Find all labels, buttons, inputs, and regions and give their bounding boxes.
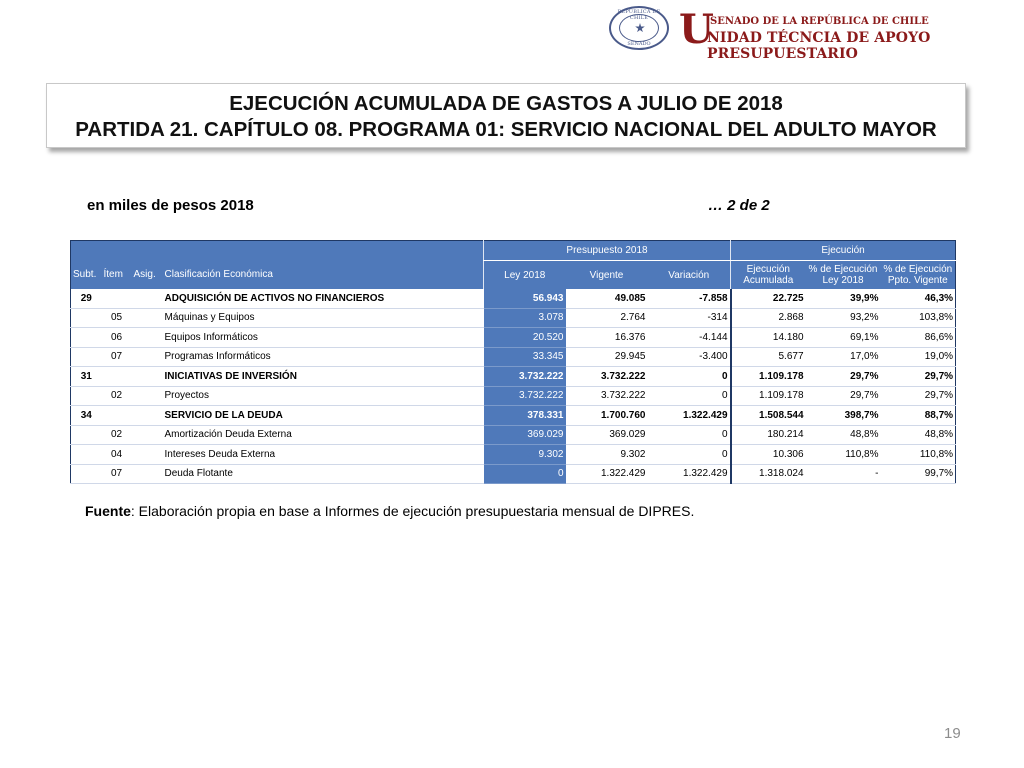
cell-vigente: 3.732.222 xyxy=(566,367,648,387)
cell-ley: 20.520 xyxy=(484,328,566,348)
table-row xyxy=(71,289,956,308)
cell-ley: 9.302 xyxy=(484,445,566,465)
cell-item: 04 xyxy=(102,445,132,465)
cell-clasificacion: Proyectos xyxy=(163,386,484,406)
col-header-ejecucion-acumulada xyxy=(731,261,806,290)
cell-pct-vigente: 110,8% xyxy=(881,445,956,465)
page-indicator: … 2 de 2 xyxy=(708,197,770,214)
cell-ejecucion: 1.109.178 xyxy=(731,367,806,387)
cell-clasificacion: Equipos Informáticos xyxy=(163,328,484,348)
cell-vigente: 29.945 xyxy=(566,347,648,367)
cell-asig xyxy=(132,406,163,426)
cell-clasificacion: Máquinas y Equipos xyxy=(163,308,484,328)
cell-variacion: 0 xyxy=(648,367,731,387)
cell-clasificacion: Deuda Flotante xyxy=(163,464,484,484)
cell-item: 07 xyxy=(102,347,132,367)
cell-ley: 369.029 xyxy=(484,425,566,445)
cell-ley: 3.732.222 xyxy=(484,386,566,406)
slide-title: EJECUCIÓN ACUMULADA DE GASTOS A JULIO DE 2018 xyxy=(229,92,783,115)
brand-title: NIDAD TÉCNCIA DE APOYO PRESUPUESTARIO xyxy=(707,30,931,62)
cell-ley: 3.732.222 xyxy=(484,367,566,387)
header-blank xyxy=(102,241,132,261)
col-header-asig: Asig. xyxy=(132,261,163,290)
col-header-pct-ley xyxy=(806,261,881,290)
cell-vigente: 16.376 xyxy=(566,328,648,348)
cell-ejecucion: 22.725 xyxy=(731,289,806,308)
cell-pct-ley: 48,8% xyxy=(806,425,881,445)
cell-clasificacion: SERVICIO DE LA DEUDA xyxy=(163,406,484,426)
col-header-vigente: Vigente xyxy=(566,261,648,290)
cell-ejecucion: 2.868 xyxy=(731,308,806,328)
cell-subt xyxy=(71,328,102,348)
cell-variacion: -4.144 xyxy=(648,328,731,348)
cell-pct-ley: 110,8% xyxy=(806,445,881,465)
table-row xyxy=(71,386,956,406)
cell-item xyxy=(102,367,132,387)
senate-seal-logo xyxy=(609,6,669,50)
cell-pct-ley: 93,2% xyxy=(806,308,881,328)
cell-subt xyxy=(71,425,102,445)
cell-pct-ley: 69,1% xyxy=(806,328,881,348)
col-header-item: Ítem xyxy=(102,261,132,290)
col-header-ejecucion-line1: Ejecución xyxy=(746,264,790,275)
cell-variacion: 1.322.429 xyxy=(648,464,731,484)
cell-ejecucion: 1.109.178 xyxy=(731,386,806,406)
cell-item xyxy=(102,289,132,308)
cell-pct-ley: 398,7% xyxy=(806,406,881,426)
cell-pct-ley: 39,9% xyxy=(806,289,881,308)
cell-subt xyxy=(71,308,102,328)
cell-ejecucion: 180.214 xyxy=(731,425,806,445)
source-text: : Elaboración propia en base a Informes de ejecución presupuestaria mensual de DIPRES. xyxy=(130,503,695,519)
cell-ejecucion: 14.180 xyxy=(731,328,806,348)
cell-asig xyxy=(132,367,163,387)
table-row xyxy=(71,425,956,445)
slide-title-box xyxy=(46,83,966,148)
col-header-pct-vigente xyxy=(881,261,956,290)
cell-pct-vigente: 99,7% xyxy=(881,464,956,484)
seal-top-text: REPÚBLICA DE CHILE xyxy=(617,9,661,21)
cell-vigente: 2.764 xyxy=(566,308,648,328)
cell-pct-vigente: 88,7% xyxy=(881,406,956,426)
col-header-variacion: Variación xyxy=(648,261,731,290)
cell-vigente: 1.700.760 xyxy=(566,406,648,426)
cell-variacion: 1.322.429 xyxy=(648,406,731,426)
cell-subt xyxy=(71,386,102,406)
cell-asig xyxy=(132,425,163,445)
header-blank xyxy=(71,241,102,261)
table-row xyxy=(71,308,956,328)
cell-subt: 29 xyxy=(71,289,102,308)
cell-ley: 378.331 xyxy=(484,406,566,426)
table-row xyxy=(71,367,956,387)
source-note xyxy=(85,503,694,519)
cell-variacion: -3.400 xyxy=(648,347,731,367)
cell-asig xyxy=(132,464,163,484)
units-label: en miles de pesos 2018 xyxy=(87,197,254,214)
col-header-ejecucion-line2: Acumulada xyxy=(743,275,794,286)
cell-variacion: -314 xyxy=(648,308,731,328)
col-header-ley: Ley 2018 xyxy=(484,261,566,290)
cell-asig xyxy=(132,445,163,465)
table-row xyxy=(71,347,956,367)
slide-subtitle: PARTIDA 21. CAPÍTULO 08. PROGRAMA 01: SERVICIO NACIONAL DEL ADULTO MAYOR xyxy=(75,118,937,141)
col-header-pct-ley-line2: Ley 2018 xyxy=(822,275,864,286)
cell-ley: 0 xyxy=(484,464,566,484)
cell-variacion: 0 xyxy=(648,386,731,406)
brand-initial: U xyxy=(679,6,714,53)
col-header-pct-vigente-line2: Ppto. Vigente xyxy=(887,275,948,286)
cell-ley: 56.943 xyxy=(484,289,566,308)
cell-subt xyxy=(71,445,102,465)
brand-subtitle: SENADO DE LA REPÚBLICA DE CHILE xyxy=(710,16,929,27)
cell-ejecucion: 10.306 xyxy=(731,445,806,465)
cell-asig xyxy=(132,308,163,328)
col-header-subt: Subt. xyxy=(71,261,102,290)
cell-clasificacion: INICIATIVAS DE INVERSIÓN xyxy=(163,367,484,387)
cell-pct-vigente: 103,8% xyxy=(881,308,956,328)
cell-subt xyxy=(71,464,102,484)
cell-item: 02 xyxy=(102,386,132,406)
cell-clasificacion: Programas Informáticos xyxy=(163,347,484,367)
seal-star-icon xyxy=(619,14,659,42)
presupuesto-group-header: Presupuesto 2018 xyxy=(484,241,731,261)
table-row xyxy=(71,406,956,426)
cell-ley: 33.345 xyxy=(484,347,566,367)
table-row xyxy=(71,445,956,465)
cell-vigente: 369.029 xyxy=(566,425,648,445)
cell-vigente: 1.322.429 xyxy=(566,464,648,484)
cell-pct-vigente: 19,0% xyxy=(881,347,956,367)
cell-item: 02 xyxy=(102,425,132,445)
cell-ejecucion: 5.677 xyxy=(731,347,806,367)
table-row xyxy=(71,328,956,348)
cell-vigente: 49.085 xyxy=(566,289,648,308)
ejecucion-group-header: Ejecución xyxy=(731,241,956,261)
col-header-pct-ley-line1: % de Ejecución xyxy=(808,264,878,275)
cell-pct-vigente: 46,3% xyxy=(881,289,956,308)
cell-variacion: -7.858 xyxy=(648,289,731,308)
cell-vigente: 3.732.222 xyxy=(566,386,648,406)
cell-asig xyxy=(132,386,163,406)
seal-bottom-text: SENADO xyxy=(627,41,651,47)
cell-pct-vigente: 86,6% xyxy=(881,328,956,348)
cell-ley: 3.078 xyxy=(484,308,566,328)
table-row xyxy=(71,464,956,484)
cell-clasificacion: Amortización Deuda Externa xyxy=(163,425,484,445)
source-label: Fuente xyxy=(85,503,131,519)
cell-variacion: 0 xyxy=(648,445,731,465)
cell-asig xyxy=(132,347,163,367)
cell-pct-vigente: 29,7% xyxy=(881,386,956,406)
header-blank xyxy=(163,241,484,261)
cell-subt xyxy=(71,347,102,367)
col-header-pct-vigente-line1: % de Ejecución xyxy=(883,264,953,275)
cell-ejecucion: 1.318.024 xyxy=(731,464,806,484)
slide-number: 19 xyxy=(944,725,961,742)
cell-clasificacion: Intereses Deuda Externa xyxy=(163,445,484,465)
cell-variacion: 0 xyxy=(648,425,731,445)
cell-subt: 34 xyxy=(71,406,102,426)
cell-asig xyxy=(132,328,163,348)
budget-execution-table xyxy=(70,240,956,484)
cell-ejecucion: 1.508.544 xyxy=(731,406,806,426)
cell-subt: 31 xyxy=(71,367,102,387)
cell-item: 07 xyxy=(102,464,132,484)
cell-item xyxy=(102,406,132,426)
cell-asig xyxy=(132,289,163,308)
cell-pct-ley: 17,0% xyxy=(806,347,881,367)
header-blank xyxy=(132,241,163,261)
cell-pct-vigente: 48,8% xyxy=(881,425,956,445)
cell-vigente: 9.302 xyxy=(566,445,648,465)
cell-pct-ley: - xyxy=(806,464,881,484)
cell-pct-vigente: 29,7% xyxy=(881,367,956,387)
cell-clasificacion: ADQUISICIÓN DE ACTIVOS NO FINANCIEROS xyxy=(163,289,484,308)
cell-item: 06 xyxy=(102,328,132,348)
cell-item: 05 xyxy=(102,308,132,328)
cell-pct-ley: 29,7% xyxy=(806,386,881,406)
cell-pct-ley: 29,7% xyxy=(806,367,881,387)
col-header-clasificacion: Clasificación Económica xyxy=(163,261,484,290)
